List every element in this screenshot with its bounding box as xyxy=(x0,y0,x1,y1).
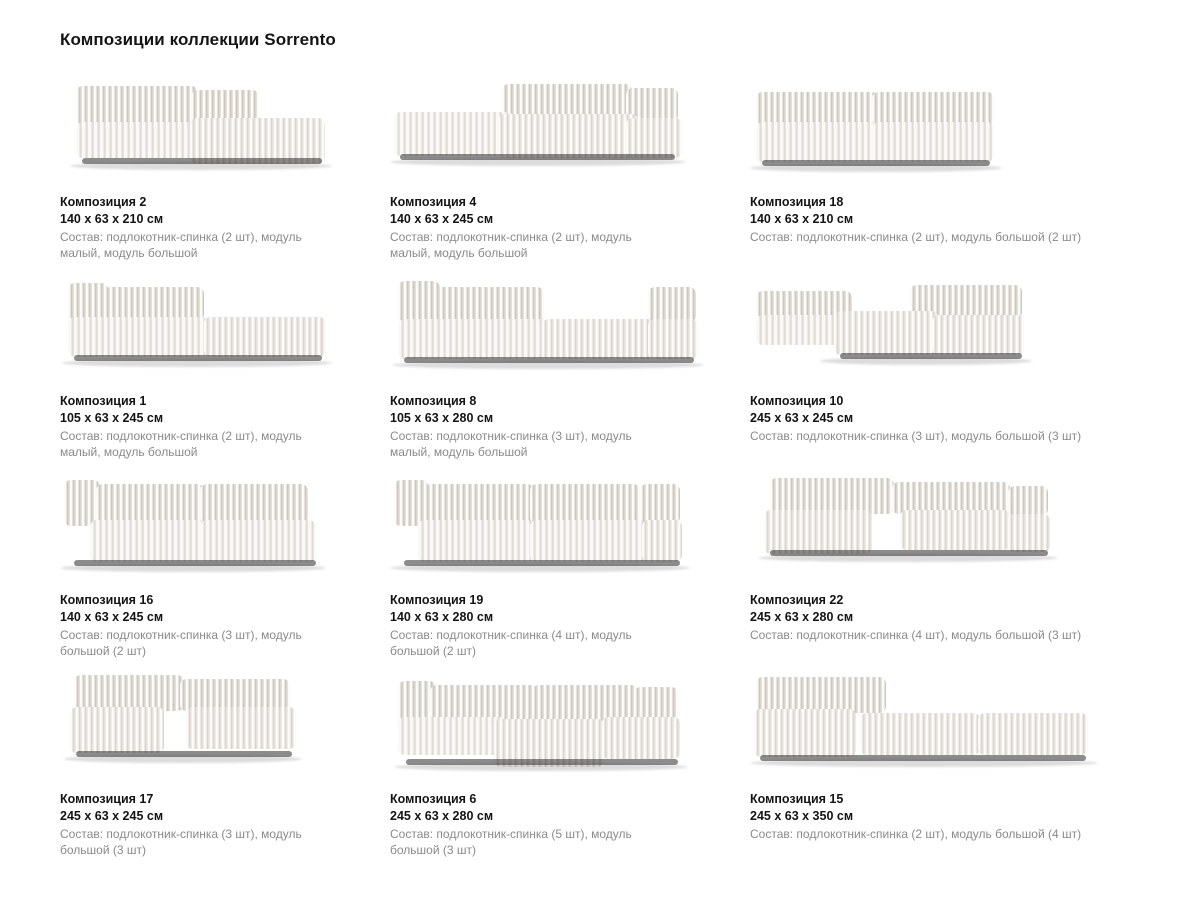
composition-card[interactable] xyxy=(390,472,750,671)
composition-name: Композиция 1 xyxy=(60,394,147,408)
composition-card[interactable] xyxy=(390,74,750,273)
composition-caption xyxy=(60,389,390,460)
sofa-illustration-18 xyxy=(750,74,1140,190)
composition-image xyxy=(60,74,390,190)
composition-image xyxy=(390,74,750,190)
composition-modules: Состав: подлокотник-спинка (3 шт), модуль большой (3 шт) xyxy=(60,827,302,857)
composition-name: Композиция 19 xyxy=(390,593,484,607)
composition-name: Композиция 6 xyxy=(390,792,477,806)
composition-image xyxy=(750,74,1140,190)
composition-caption xyxy=(750,588,1140,643)
composition-modules: Состав: подлокотник-спинка (2 шт), модуль большой (2 шт) xyxy=(750,230,1082,244)
composition-modules: Состав: подлокотник-спинка (5 шт), модуль большой (3 шт) xyxy=(390,827,632,857)
composition-caption xyxy=(60,787,390,858)
composition-caption xyxy=(390,787,750,858)
sofa-illustration-10 xyxy=(750,273,1140,389)
composition-name: Композиция 4 xyxy=(390,195,477,209)
composition-dimensions: 245 x 63 x 280 см xyxy=(390,809,494,823)
sofa-illustration-19 xyxy=(390,472,750,588)
sofa-illustration-16 xyxy=(60,472,390,588)
composition-dimensions: 245 x 63 x 350 см xyxy=(750,809,854,823)
composition-modules: Состав: подлокотник-спинка (4 шт), модуль большой (2 шт) xyxy=(390,628,632,658)
composition-image xyxy=(60,472,390,588)
composition-dimensions: 245 x 63 x 245 см xyxy=(750,411,854,425)
composition-modules: Состав: подлокотник-спинка (2 шт), модуль малый, модуль большой xyxy=(60,429,302,459)
composition-card[interactable] xyxy=(390,273,750,472)
composition-dimensions: 105 x 63 x 245 см xyxy=(60,411,164,425)
composition-image xyxy=(390,671,750,787)
composition-name: Композиция 10 xyxy=(750,394,844,408)
sofa-illustration-22 xyxy=(750,472,1140,588)
composition-modules: Состав: подлокотник-спинка (3 шт), модуль большой (2 шт) xyxy=(60,628,302,658)
composition-name: Композиция 18 xyxy=(750,195,844,209)
composition-name: Композиция 22 xyxy=(750,593,844,607)
sofa-illustration-4 xyxy=(390,74,750,190)
composition-image xyxy=(390,273,750,389)
composition-modules: Состав: подлокотник-спинка (2 шт), модуль большой (4 шт) xyxy=(750,827,1082,841)
composition-modules: Состав: подлокотник-спинка (3 шт), модуль малый, модуль большой xyxy=(390,429,632,459)
composition-card[interactable] xyxy=(750,74,1140,273)
composition-card[interactable] xyxy=(750,273,1140,472)
composition-card[interactable] xyxy=(60,671,390,870)
composition-dimensions: 140 x 63 x 245 см xyxy=(390,212,494,226)
composition-image xyxy=(60,273,390,389)
composition-name: Композиция 8 xyxy=(390,394,477,408)
composition-caption xyxy=(60,588,390,659)
composition-name: Композиция 17 xyxy=(60,792,154,806)
composition-caption xyxy=(390,588,750,659)
composition-card[interactable] xyxy=(60,472,390,671)
composition-modules: Состав: подлокотник-спинка (3 шт), модуль большой (3 шт) xyxy=(750,429,1082,443)
composition-image xyxy=(60,671,390,787)
composition-dimensions: 140 x 63 x 210 см xyxy=(60,212,164,226)
composition-dimensions: 105 x 63 x 280 см xyxy=(390,411,494,425)
sofa-illustration-1 xyxy=(60,273,390,389)
sofa-illustration-8 xyxy=(390,273,750,389)
composition-modules: Состав: подлокотник-спинка (2 шт), модуль малый, модуль большой xyxy=(60,230,302,260)
composition-image xyxy=(750,671,1140,787)
composition-image xyxy=(750,273,1140,389)
composition-dimensions: 245 x 63 x 280 см xyxy=(750,610,854,624)
composition-grid xyxy=(60,74,1140,870)
composition-name: Композиция 15 xyxy=(750,792,844,806)
composition-caption xyxy=(60,190,390,261)
composition-caption xyxy=(750,389,1140,444)
composition-dimensions: 140 x 63 x 210 см xyxy=(750,212,854,226)
composition-card[interactable] xyxy=(750,472,1140,671)
sofa-illustration-2 xyxy=(60,74,390,190)
composition-image xyxy=(390,472,750,588)
sofa-illustration-15 xyxy=(750,671,1140,787)
composition-dimensions: 140 x 63 x 280 см xyxy=(390,610,494,624)
composition-card[interactable] xyxy=(60,273,390,472)
composition-modules: Состав: подлокотник-спинка (4 шт), модуль большой (3 шт) xyxy=(750,628,1082,642)
composition-caption xyxy=(390,389,750,460)
composition-name: Композиция 16 xyxy=(60,593,154,607)
composition-modules: Состав: подлокотник-спинка (2 шт), модуль малый, модуль большой xyxy=(390,230,632,260)
composition-caption xyxy=(750,787,1140,842)
composition-caption xyxy=(390,190,750,261)
composition-card[interactable] xyxy=(60,74,390,273)
composition-card[interactable] xyxy=(750,671,1140,870)
composition-image xyxy=(750,472,1140,588)
sofa-illustration-6 xyxy=(390,671,750,787)
sofa-illustration-17 xyxy=(60,671,390,787)
page-title: Композиции коллекции Sorrento xyxy=(60,30,336,49)
composition-card[interactable] xyxy=(390,671,750,870)
composition-name: Композиция 2 xyxy=(60,195,147,209)
composition-dimensions: 140 x 63 x 245 см xyxy=(60,610,164,624)
composition-caption xyxy=(750,190,1140,245)
composition-dimensions: 245 x 63 x 245 см xyxy=(60,809,164,823)
